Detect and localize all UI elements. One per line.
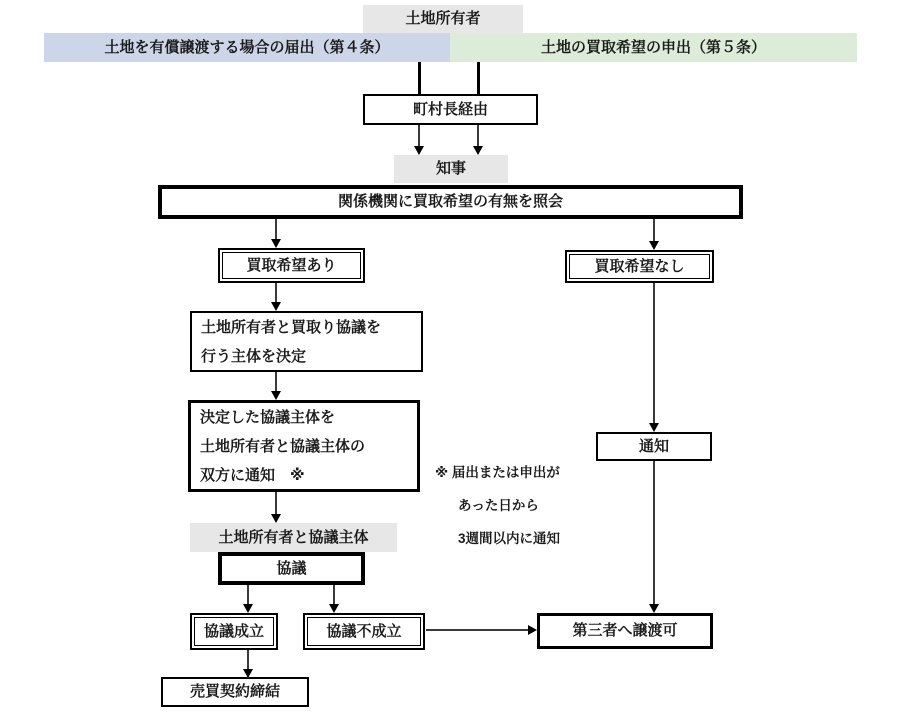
connector-line [653,219,655,242]
arrowhead-down-icon [243,604,253,613]
node-owner-and-body: 土地所有者と協議主体 [190,523,397,552]
node-landowner: 土地所有者 [363,5,523,33]
notify-decision-line2: 土地所有者と協議主体の [200,437,366,455]
notify-decision-line1: 決定した協議主体を [200,408,336,426]
arrowhead-down-icon [649,423,659,432]
arrowhead-down-icon [271,391,281,400]
connector-line [275,283,277,303]
connector-line [477,62,480,95]
deadline-note-line2: あった日から [458,498,539,513]
arrowhead-down-icon [271,514,281,523]
connector-line [247,650,249,670]
node-negotiation-success: 協議成立 [190,613,278,650]
connector-line [653,461,655,605]
node-third-party-transfer: 第三者へ譲渡可 [537,613,713,649]
arrowhead-down-icon [414,146,424,155]
node-notify-decision [188,400,420,492]
deadline-note-line1: ※ 届出または申出が [435,465,560,480]
arrowhead-down-icon [473,146,483,155]
arrowhead-right-icon [528,625,537,635]
connector-line [418,62,421,95]
node-mayor-via: 町村長経由 [363,94,538,125]
node-purchase-wish-no: 買取希望なし [565,250,714,283]
notify-decision-line3: 双方に通知 ※ [200,466,305,484]
node-inquiry: 関係機関に買取希望の有無を照会 [158,185,743,219]
node-governor: 知事 [394,155,508,183]
arrowhead-down-icon [649,604,659,613]
arrowhead-down-icon [271,302,281,311]
node-sales-contract: 売買契約締結 [161,677,309,707]
arrowhead-down-icon [271,239,281,248]
deadline-note [435,456,560,555]
decide-body-line1: 土地所有者と買取り協議を [201,318,382,336]
node-negotiation: 協議 [218,552,365,585]
connector-line [426,629,529,631]
connector-line [275,492,277,515]
banner-article4-notification: 土地を有償譲渡する場合の届出（第４条） [44,33,450,62]
deadline-note-line3: 3週間以内に通知 [458,531,561,546]
node-purchase-wish-yes: 買取希望あり [218,248,365,283]
decide-body-line2: 行う主体を決定 [201,347,307,365]
connector-line [418,125,420,147]
connector-line [333,585,335,605]
node-negotiation-failure: 協議不成立 [303,613,425,650]
connector-line [247,585,249,605]
banner-article5-application: 土地の買取希望の申出（第５条） [450,33,857,62]
arrowhead-down-icon [649,241,659,250]
node-decide-body [190,311,423,372]
connector-line [275,219,277,240]
arrowhead-down-icon [329,604,339,613]
connector-line [275,372,277,392]
connector-line [477,125,479,147]
node-notice: 通知 [596,432,712,461]
connector-line [653,283,655,424]
